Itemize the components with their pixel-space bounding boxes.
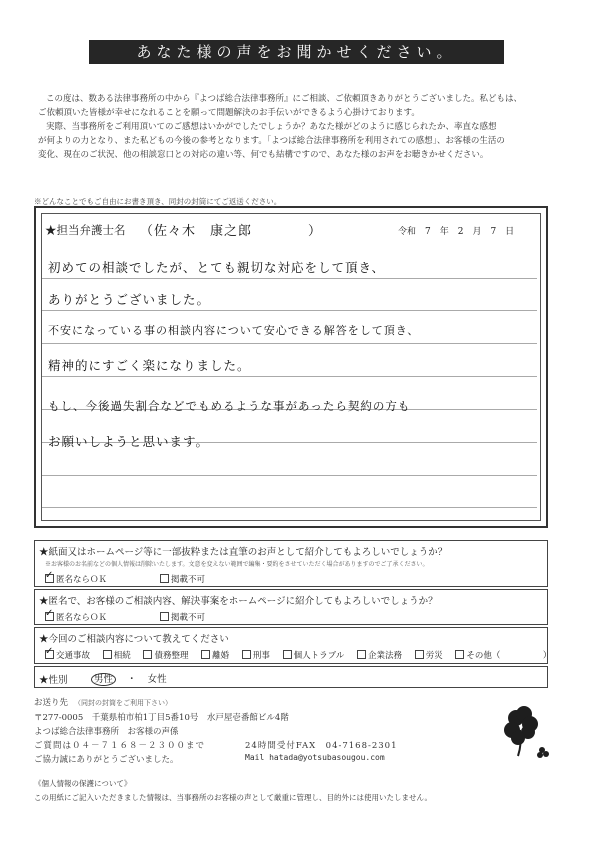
option-anonymous-ok[interactable]: ✓ 匿名ならＯＫ (45, 608, 108, 623)
return-note: ※どんなことでもご自由にお書き頂き、同封の封筒にてご返送ください。 (34, 197, 282, 206)
comment-line[interactable]: もし、今後過失割合などでもめるような事があったら契約の方も (48, 399, 411, 413)
ruled-line (42, 310, 537, 311)
checkbox[interactable] (103, 650, 112, 659)
checkbox[interactable] (160, 612, 169, 621)
comment-line[interactable]: 不安になっている事の相談内容について安心できる解答をして頂き、 (48, 324, 420, 337)
address: 〒277-0005 千葉県柏市柏1丁目5番10号 水戸屋壱番館ビル4階 (34, 713, 289, 723)
checkbox[interactable] (201, 650, 210, 659)
comment-line[interactable]: お願いしようと思います。 (48, 434, 210, 449)
question-case-publish-title: ★匿名で、お客様のご相談内容、解決事案をホームページに紹介してもよろしいでしょうか？ (39, 596, 438, 607)
date[interactable]: 令和 7 年 2 月 7 日 (398, 227, 515, 237)
checkbox[interactable] (357, 650, 366, 659)
checkbox-checked[interactable]: ✓ (45, 608, 54, 619)
question-gender-title: ★性別 (39, 675, 68, 686)
option-corporate[interactable]: 企業法務 (357, 651, 402, 661)
lawyer-label: ★担当弁護士名 (45, 223, 126, 237)
thanks: ご協力誠にありがとうございました。 (34, 755, 179, 765)
question-category (34, 627, 552, 664)
question-category-title: ★今回のご相談内容について教えてください (39, 634, 229, 645)
option-no-publish[interactable]: 掲載不可 (160, 611, 205, 623)
send-to: お送り先 （同封の封筒をご利用下さい） (34, 698, 173, 708)
ruled-line (42, 278, 537, 279)
ruled-line (42, 376, 537, 377)
gender-options (91, 671, 167, 685)
privacy-title: 《個人情報の保護について》 (34, 779, 132, 788)
option-traffic-accident[interactable]: ✓ 交通事故 (45, 646, 91, 661)
comment-line[interactable]: ありがとうございました。 (48, 292, 211, 307)
checkbox-checked[interactable]: ✓ (45, 570, 54, 581)
checkbox[interactable] (242, 650, 251, 659)
email[interactable]: Mail hatada@yotsubasougou.com (245, 753, 385, 762)
question-publish-note: ※お客様のお名前などの個人情報は削除いたします。文意を変えない範囲で編集・要約をさせていただく場合がありますのでご了承ください。 (45, 561, 429, 568)
option-female[interactable]: 女性 (147, 674, 167, 685)
intro-line: ご依頼頂いた皆様が幸せになれることを願って問題解決のお手伝いができるよう心掛けております。 (38, 108, 420, 118)
org-name: よつば総合法律事務所 お客様の声係 (34, 727, 179, 737)
checkbox[interactable] (283, 650, 292, 659)
option-male[interactable]: 男性 (91, 673, 116, 686)
intro-line: が何よりの力となり、また私どもの今後の参考となります。「よつば総合法律事務所を利用されての感想」、お客様の生活の (38, 136, 505, 146)
privacy-text: この用紙にご記入いただきました情報は、当事務所のお客様の声として厳重に管理し、目的外には使用いたしません。 (34, 793, 432, 802)
clover-logo-icon (500, 706, 550, 762)
ruled-line (42, 475, 537, 476)
question-publish (34, 540, 548, 587)
checkbox[interactable] (160, 574, 169, 583)
checkbox[interactable] (455, 650, 464, 659)
comment-line[interactable]: 初めての相談でしたが、とても親切な対応をして頂き、 (48, 260, 386, 275)
intro-line: 変化、現在のご状況、他の相談窓口との対応の違い等、何でも結構ですので、あなた様のお声をお聴きかせください。 (38, 150, 489, 160)
phone: ご質問は０４－７１６８－２３００まで (34, 741, 206, 751)
option-workers-comp[interactable]: 労災 (415, 651, 443, 661)
question-case-publish (34, 589, 548, 625)
option-personal-trouble[interactable]: 個人トラブル (283, 651, 345, 661)
option-other[interactable]: その他（ ） (455, 651, 551, 661)
option-divorce[interactable]: 離婚 (201, 651, 229, 661)
question-gender (34, 666, 548, 688)
intro-line: この度は、数ある法律事務所の中から『よつば総合法律事務所』にご相談、ご依頼頂きありがとうございました。私どもは、 (46, 94, 523, 104)
comment-line[interactable]: 精神的にすごく楽になりました。 (48, 358, 251, 373)
category-options (45, 646, 552, 661)
option-anonymous-ok[interactable]: ✓ 匿名ならＯＫ (45, 570, 108, 585)
lawyer-name[interactable]: （佐々木 康之郎 ） (140, 224, 323, 239)
fax: 24時間受付FAX 04-7168-2301 (245, 741, 398, 751)
checkbox[interactable] (415, 650, 424, 659)
option-criminal[interactable]: 刑事 (242, 651, 270, 661)
ruled-line (42, 343, 537, 344)
checkbox-checked[interactable]: ✓ (45, 646, 54, 657)
option-inheritance[interactable]: 相続 (103, 651, 131, 661)
ruled-line (42, 507, 537, 508)
checkbox[interactable] (143, 650, 152, 659)
question-publish-title: ★紙面又はホームページ等に一部抜粋または直筆のお声として紹介してもよろしいでしょうか？ (39, 547, 448, 558)
option-debt[interactable]: 債務整理 (143, 651, 188, 661)
option-no-publish[interactable]: 掲載不可 (160, 573, 205, 585)
page-title: あなた様の声をお聞かせください。 (89, 40, 504, 64)
intro-line: 実際、当事務所をご利用頂いてのご感想はいかがでしたでしょうか？あなた様がどのように感じられたか、率直な感想 (46, 122, 497, 132)
gender-separator: ・ (127, 674, 137, 685)
intro-text (38, 92, 558, 162)
